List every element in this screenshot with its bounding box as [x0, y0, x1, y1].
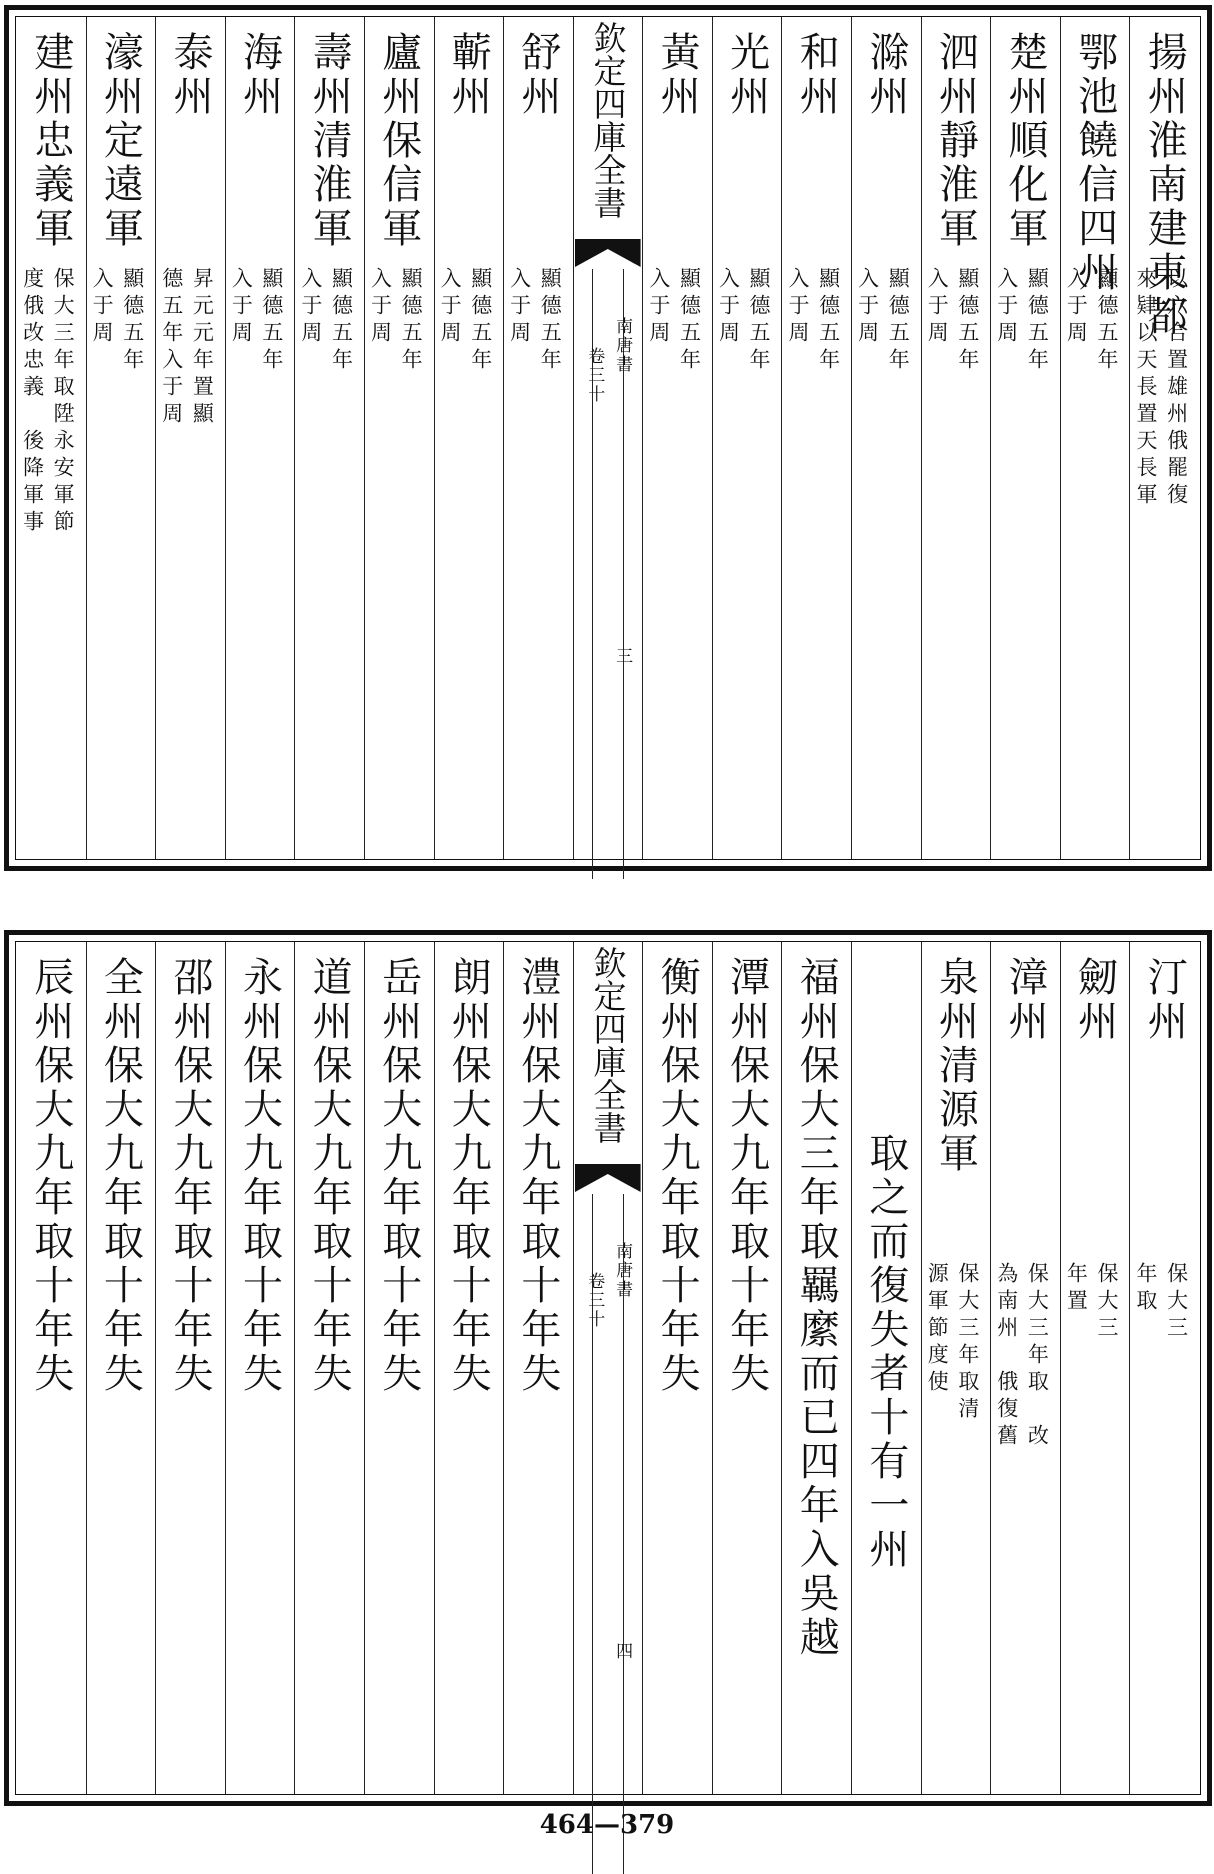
column-rule	[642, 17, 643, 859]
annotation-note: 年取	[1133, 1262, 1158, 1316]
main-text: 取之而復失者十有一州	[862, 956, 909, 1572]
annotation-note: 入于周	[438, 267, 463, 348]
text-column	[712, 942, 782, 1794]
column-rule	[1129, 942, 1130, 1794]
main-text: 邵州保大九年取十年失	[166, 956, 213, 1396]
text-column	[642, 942, 712, 1794]
annotation-note: 入于周	[368, 267, 393, 348]
column-rule	[851, 17, 852, 859]
column-rule	[1060, 942, 1061, 1794]
annotation-note: 入于周	[298, 267, 323, 348]
main-text: 澧州保大九年取十年失	[514, 956, 561, 1396]
annotation-note: 入于周	[90, 267, 115, 348]
banxin-juan: 卷三十	[584, 1272, 605, 1329]
text-column	[990, 17, 1060, 859]
text-column	[434, 17, 504, 859]
text-column	[1060, 17, 1130, 859]
text-column	[1129, 17, 1199, 859]
column-rule	[434, 17, 435, 859]
annotation-note: 入于周	[925, 267, 950, 348]
banxin-center-column	[573, 942, 643, 1794]
main-text: 廬州保信軍	[375, 31, 422, 251]
annotation-note: 顯德五年	[538, 267, 563, 375]
text-column	[781, 942, 851, 1794]
main-text: 衡州保大九年取十年失	[654, 956, 701, 1396]
column-rule	[434, 942, 435, 1794]
annotation-note: 入于周	[1064, 267, 1089, 348]
text-column	[851, 942, 921, 1794]
text-column	[16, 942, 86, 1794]
main-text: 漳州	[1002, 956, 1049, 1044]
annotation-note: 昇元元年置顯	[190, 267, 215, 429]
main-text: 岳州保大九年取十年失	[375, 956, 422, 1396]
annotation-note: 保大三年取陞永安軍節	[51, 267, 76, 537]
banxin-title: 欽定四庫全書	[588, 21, 628, 219]
main-text: 道州保大九年取十年失	[306, 956, 353, 1396]
column-rule	[86, 942, 87, 1794]
annotation-note: 保大三年取 改	[1025, 1262, 1050, 1451]
column-rule	[225, 942, 226, 1794]
column-rule	[155, 942, 156, 1794]
text-column	[642, 17, 712, 859]
annotation-note: 入于周	[994, 267, 1019, 348]
text-column	[851, 17, 921, 859]
text-column	[155, 17, 225, 859]
text-column	[294, 942, 364, 1794]
annotation-note: 顯德五年	[468, 267, 493, 375]
main-text: 永州保大九年取十年失	[236, 956, 283, 1396]
main-text: 泉州清源軍	[932, 956, 979, 1176]
main-text: 朗州保大九年取十年失	[445, 956, 492, 1396]
text-column	[86, 17, 156, 859]
bottom-page	[4, 930, 1212, 1806]
main-text: 辰州保大九年取十年失	[27, 956, 74, 1396]
main-text: 黃州	[654, 31, 701, 119]
banxin-center-column	[573, 17, 643, 859]
page-number: 464—379	[539, 1810, 675, 1840]
column-rule	[364, 17, 365, 859]
text-column	[155, 942, 225, 1794]
annotation-note: 顯德五年	[677, 267, 702, 375]
annotation-note: 顯德五年	[329, 267, 354, 375]
main-text: 滁州	[862, 31, 909, 119]
text-column	[1129, 942, 1199, 1794]
annotation-note: 顯德五年	[259, 267, 284, 375]
annotation-note: 保大三	[1094, 1262, 1119, 1343]
column-rule	[225, 17, 226, 859]
main-text: 建州忠義軍	[27, 31, 74, 251]
main-text: 楚州順化軍	[1002, 31, 1049, 251]
annotation-note: 顯德五年	[816, 267, 841, 375]
text-column	[364, 17, 434, 859]
column-rule	[1129, 17, 1130, 859]
column-rule	[921, 17, 922, 859]
annotation-note: 顯德五年	[399, 267, 424, 375]
annotation-note: 以六合置雄州俄罷復	[1164, 267, 1189, 510]
column-rule	[1060, 17, 1061, 859]
column-rule	[294, 17, 295, 859]
main-text: 全州保大九年取十年失	[97, 956, 144, 1396]
column-rule	[712, 942, 713, 1794]
annotation-note: 入于周	[716, 267, 741, 348]
bottom-page-frame	[15, 941, 1201, 1795]
text-column	[990, 942, 1060, 1794]
annotation-note: 顯德五年	[955, 267, 980, 375]
text-column	[225, 17, 295, 859]
main-text: 揚州淮南建東都	[1141, 31, 1188, 339]
annotation-note: 入于周	[229, 267, 254, 348]
main-text: 汀州	[1141, 956, 1188, 1044]
annotation-note: 顯德五年	[747, 267, 772, 375]
main-text: 海州	[236, 31, 283, 119]
column-rule	[781, 17, 782, 859]
annotation-note: 入于周	[855, 267, 880, 348]
column-rule	[781, 942, 782, 1794]
top-page	[4, 5, 1212, 871]
annotation-note: 入于周	[507, 267, 532, 348]
annotation-note: 德五年入于周	[159, 267, 184, 429]
text-column	[921, 942, 991, 1794]
main-text: 壽州清淮軍	[306, 31, 353, 251]
annotation-note: 為南州 俄復舊	[994, 1262, 1019, 1451]
text-column	[503, 17, 573, 859]
banxin-title: 欽定四庫全書	[588, 946, 628, 1144]
main-text: 光州	[723, 31, 770, 119]
text-column	[781, 17, 851, 859]
column-rule	[851, 942, 852, 1794]
annotation-note: 度俄改忠義 後降軍事	[20, 267, 45, 537]
column-rule	[503, 17, 504, 859]
main-text: 鄂池饒信四州	[1071, 31, 1118, 295]
column-rule	[503, 942, 504, 1794]
annotation-note: 保大三年取清	[955, 1262, 980, 1424]
text-column	[364, 942, 434, 1794]
column-rule	[364, 942, 365, 1794]
main-text: 泰州	[166, 31, 213, 119]
main-text: 福州保大三年取羈縻而已四年入吳越	[793, 956, 840, 1660]
text-column	[294, 17, 364, 859]
text-column	[434, 942, 504, 1794]
column-rule	[573, 942, 574, 1794]
annotation-note: 顯德五年	[1025, 267, 1050, 375]
annotation-note: 顯德五年	[886, 267, 911, 375]
column-rule	[712, 17, 713, 859]
main-text: 濠州定遠軍	[97, 31, 144, 251]
main-text: 蘄州	[445, 31, 492, 119]
annotation-note: 年置	[1064, 1262, 1089, 1316]
annotation-note: 入于周	[646, 267, 671, 348]
column-rule	[573, 17, 574, 859]
main-text: 和州	[793, 31, 840, 119]
column-rule	[642, 942, 643, 1794]
main-text: 泗州靜淮軍	[932, 31, 979, 251]
annotation-note: 入于周	[786, 267, 811, 348]
column-rule	[990, 17, 991, 859]
column-rule	[990, 942, 991, 1794]
banxin-book-title: 南唐書	[612, 317, 633, 374]
text-column	[921, 17, 991, 859]
text-column	[225, 942, 295, 1794]
fishtail-mark-icon	[573, 239, 643, 279]
top-page-frame	[15, 16, 1201, 860]
text-column	[86, 942, 156, 1794]
text-column	[712, 17, 782, 859]
banxin-leaf-number: 四	[612, 1642, 633, 1661]
banxin-juan: 卷三十	[584, 347, 605, 404]
main-text: 潭州保大九年取十年失	[723, 956, 770, 1396]
text-column	[1060, 942, 1130, 1794]
text-column	[503, 942, 573, 1794]
column-rule	[155, 17, 156, 859]
annotation-note: 顯德五年	[1094, 267, 1119, 375]
text-column	[16, 17, 86, 859]
column-rule	[294, 942, 295, 1794]
column-rule	[921, 942, 922, 1794]
column-rule	[86, 17, 87, 859]
main-text: 舒州	[514, 31, 561, 119]
annotation-note: 源軍節度使	[925, 1262, 950, 1397]
banxin-book-title: 南唐書	[612, 1242, 633, 1299]
main-text: 劒州	[1071, 956, 1118, 1044]
annotation-note: 顯德五年	[120, 267, 145, 375]
banxin-leaf-number: 三	[612, 647, 633, 666]
annotation-note: 來肄以天長置天長軍	[1133, 267, 1158, 510]
fishtail-mark-icon	[573, 1164, 643, 1204]
annotation-note: 保大三	[1164, 1262, 1189, 1343]
